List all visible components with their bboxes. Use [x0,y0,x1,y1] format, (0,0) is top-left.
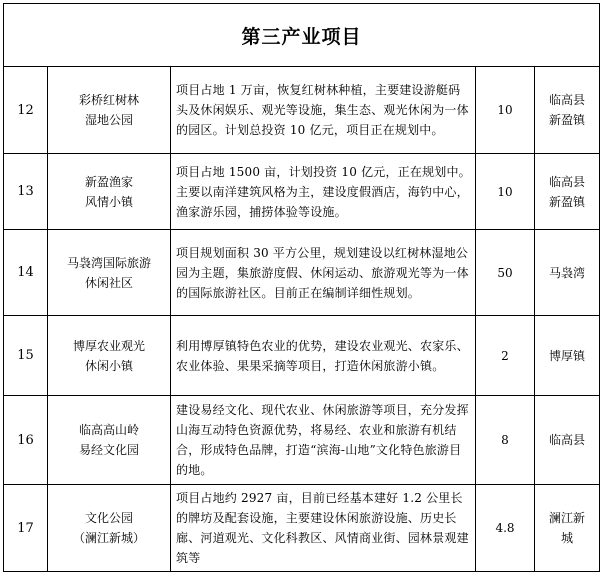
project-description: 项目占地约 2927 亩，目前已经基本建好 1.2 公里长的牌坊及配套设施，主要建设休闲旅游设施、历史长廊、河道观光、文化科教区、风情商业街、园林景观建筑等 [171,485,476,572]
project-investment: 8 [476,396,535,485]
project-location [535,154,600,230]
project-name [48,154,171,230]
project-name-line: 新盈渔家 [84,174,133,189]
project-name [48,396,171,485]
project-name [48,316,171,396]
project-description: 项目规划面积 30 平方公里，规划建设以红树林湿地公园为主题，集旅游度假、休闲运动、旅游观光等为一体的国际旅游社区。目前正在编制详细性规划。 [171,230,476,316]
table-row [4,154,600,230]
project-investment: 10 [476,154,535,230]
project-name-line: 博厚农业观光 [72,338,145,353]
project-name [48,67,171,154]
project-name-line: 休闲社区 [84,275,133,290]
project-investment: 4.8 [476,485,535,572]
project-name-line: 临高高山岭 [78,423,139,437]
project-location-line: 新盈镇 [548,194,585,209]
table-row [4,396,600,485]
project-location [535,485,600,572]
project-description: 建设易经文化、现代农业、休闲旅游等项目，充分发挥山海互动特色资源优势，将易经、农业和旅游有机结合，形成特色品牌，打造“滨海-山地”文化特色旅游目的地。 [171,396,476,485]
project-name-line: 文化公园 [84,511,133,525]
project-investment: 10 [476,67,535,154]
project-location-line: 澜江新 [548,511,585,525]
project-location-line: 新盈镇 [548,113,585,127]
project-investment: 50 [476,230,535,316]
project-investment: 2 [476,316,535,396]
title-row [4,4,600,67]
project-number: 14 [4,230,48,316]
table-row [4,230,600,316]
table-row [4,67,600,154]
project-location-line: 城 [560,531,573,545]
project-location-line: 临高县 [548,433,585,447]
project-location-line: 马袅湾 [548,265,585,280]
project-table-container [3,3,599,576]
project-name-line: 彩桥红树林 [78,93,139,107]
project-location [535,316,600,396]
project-name-line: 休闲小镇 [84,358,133,373]
project-number: 15 [4,316,48,396]
project-name-line: 易经文化园 [78,443,139,457]
project-name [48,230,171,316]
project-location [535,396,600,485]
project-description: 利用博厚镇特色农业的优势，建设农业观光、农家乐、农业体验、果果采摘等项目，打造休闲旅游小镇。 [171,316,476,396]
project-location-line: 临高县 [548,93,585,107]
project-number: 13 [4,154,48,230]
project-number: 12 [4,67,48,154]
table-title: 第三产业项目 [4,4,600,67]
project-number: 16 [4,396,48,485]
project-table [3,3,600,572]
project-name-line: 风情小镇 [84,194,133,209]
table-row [4,485,600,572]
project-number: 17 [4,485,48,572]
project-location [535,67,600,154]
project-location-line: 临高县 [548,174,585,189]
project-name-line: 马袅湾国际旅游 [66,255,151,270]
project-location [535,230,600,316]
project-description: 项目占地 1 万亩，恢复红树林种植，主要建设游艇码头及休闲娱乐、观光等设施，集生态、观光休闲为一体的园区。计划总投资 10 亿元，项目正在规划中。 [171,67,476,154]
project-name-line: （澜江新城） [72,531,145,545]
project-description: 项目占地 1500 亩，计划投资 10 亿元，正在规划中。主要以南洋建筑风格为主，建设度假酒店，海钓中心，渔家游乐园，捕捞体验等设施。 [171,154,476,230]
table-body [4,4,600,572]
table-row [4,316,600,396]
project-name-line: 湿地公园 [84,113,133,127]
project-location-line: 博厚镇 [548,348,585,363]
project-name [48,485,171,572]
